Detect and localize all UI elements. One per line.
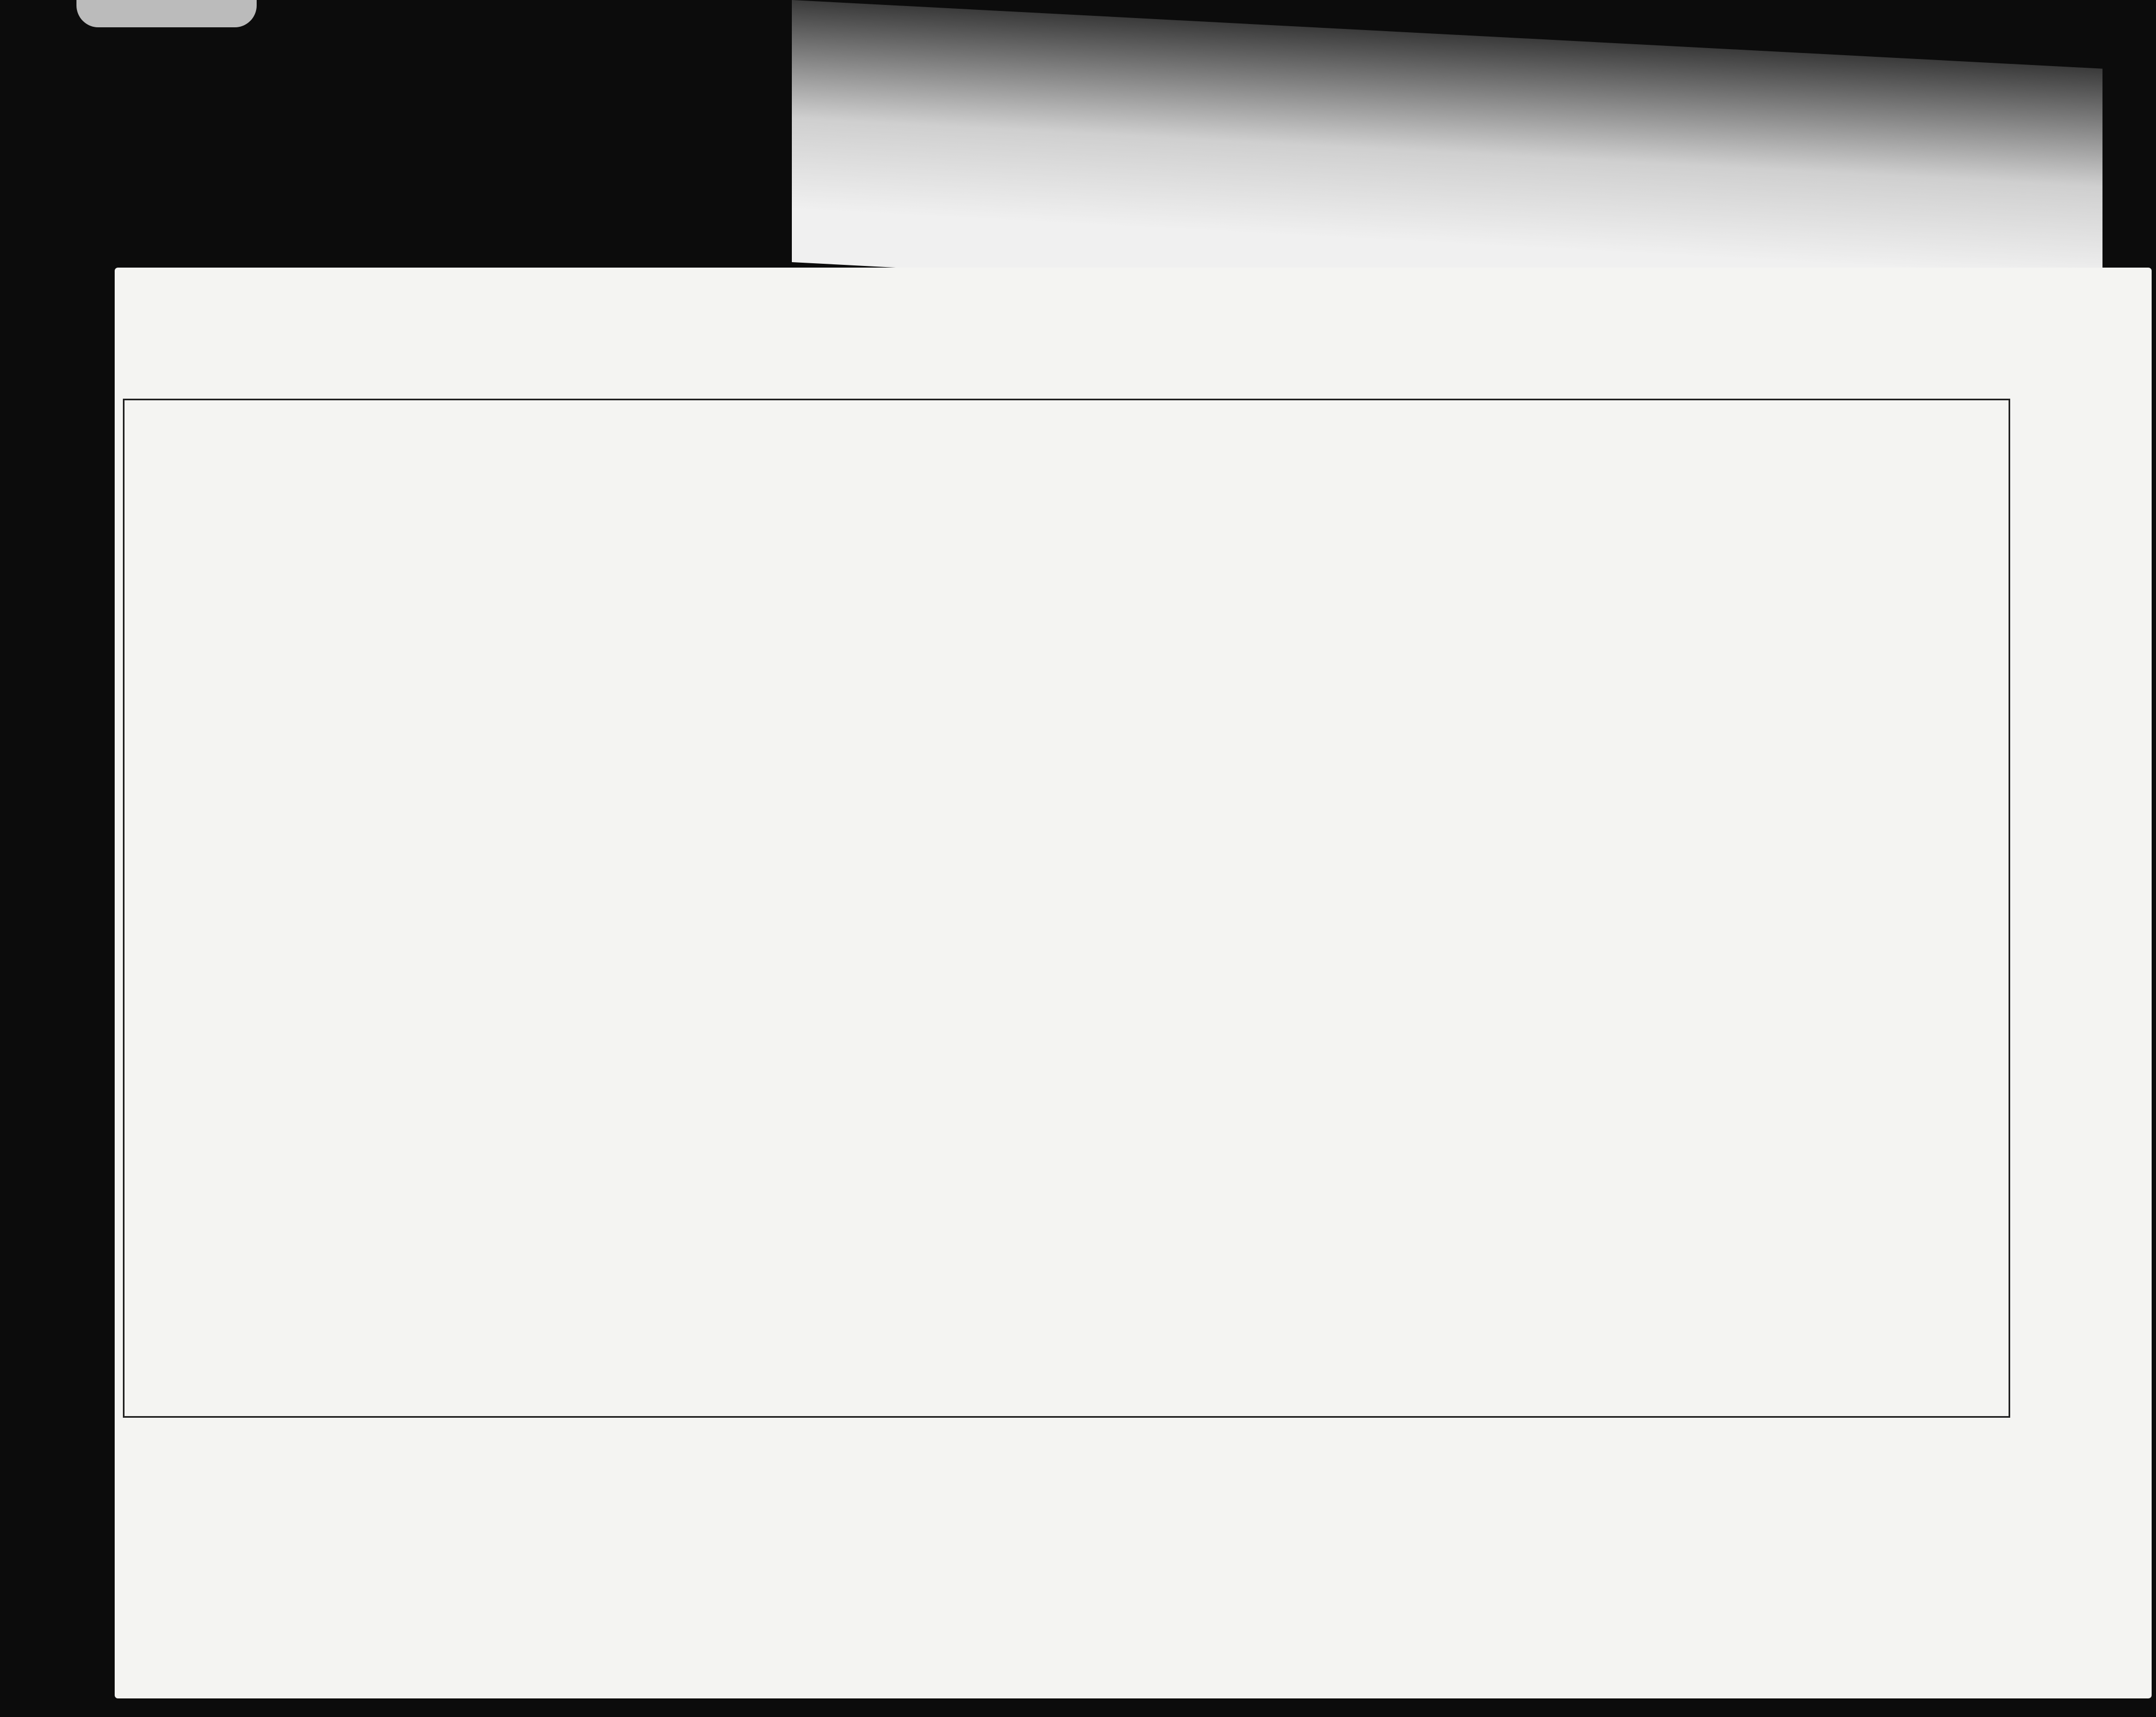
census-sheet: [115, 268, 2152, 1698]
census-grid: [123, 399, 2010, 1418]
scan-smudge: [76, 0, 257, 27]
